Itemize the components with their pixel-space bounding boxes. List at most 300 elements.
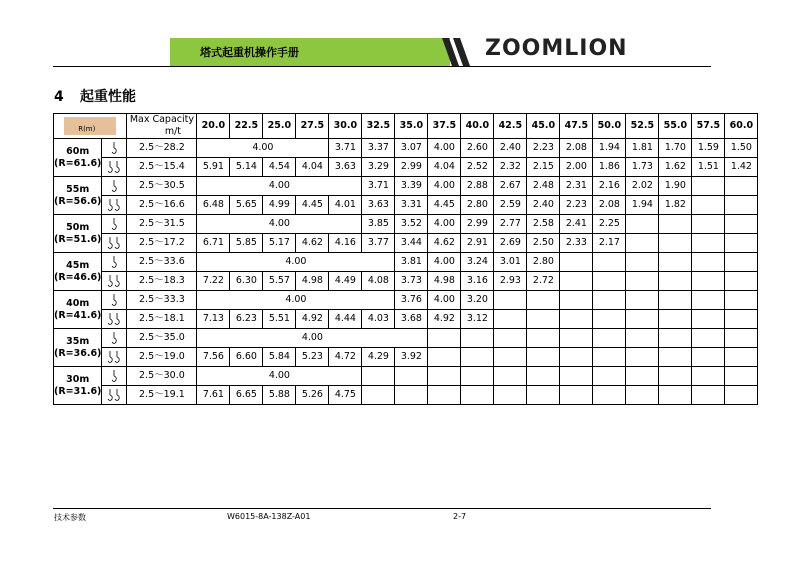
capacity-cell: 7.56 xyxy=(197,348,230,367)
capacity-cell: 2.69 xyxy=(494,234,527,253)
single-fall-hook-icon xyxy=(109,180,119,193)
empty-cell xyxy=(395,367,428,386)
boom-radius: (R=61.6) xyxy=(54,157,102,169)
empty-cell xyxy=(494,386,527,405)
footer-page-number: 2-7 xyxy=(453,512,467,521)
load-capacity-table xyxy=(53,113,758,405)
empty-cell xyxy=(560,272,593,291)
working-range-cell: 2.5～33.6 xyxy=(127,253,197,272)
capacity-cell: 6.65 xyxy=(230,386,263,405)
empty-cell xyxy=(428,367,461,386)
capacity-cell: 3.29 xyxy=(362,158,395,177)
radius-header-cell: 57.5 xyxy=(692,114,725,139)
capacity-cell: 4.54 xyxy=(263,158,296,177)
working-range-cell: 2.5～30.0 xyxy=(127,367,197,386)
capacity-cell: 4.01 xyxy=(329,196,362,215)
section-title: 起重性能 xyxy=(80,89,136,105)
capacity-cell: 3.81 xyxy=(395,253,428,272)
working-range-cell: 2.5～16.6 xyxy=(127,196,197,215)
boom-radius: (R=56.6) xyxy=(54,195,102,207)
capacity-cell: 2.32 xyxy=(494,158,527,177)
capacity-cell: 2.93 xyxy=(494,272,527,291)
boom-radius: (R=51.6) xyxy=(54,233,102,245)
capacity-cell: 4.00 xyxy=(428,253,461,272)
capacity-cell: 1.90 xyxy=(659,177,692,196)
capacity-cell: 4.62 xyxy=(428,234,461,253)
radius-header-cell: 47.5 xyxy=(560,114,593,139)
empty-cell xyxy=(560,253,593,272)
capacity-cell: 4.00 xyxy=(428,291,461,310)
empty-cell xyxy=(692,272,725,291)
empty-cell xyxy=(527,386,560,405)
capacity-cell: 1.51 xyxy=(692,158,725,177)
capacity-cell: 5.57 xyxy=(263,272,296,291)
merged-capacity-cell: 4.00 xyxy=(197,139,329,158)
empty-cell xyxy=(362,367,395,386)
empty-cell xyxy=(692,348,725,367)
empty-cell xyxy=(725,253,758,272)
hook-cell xyxy=(102,386,127,405)
capacity-cell: 1.86 xyxy=(593,158,626,177)
boom-length-cell xyxy=(54,291,102,329)
capacity-cell: 5.51 xyxy=(263,310,296,329)
capacity-cell: 3.16 xyxy=(461,272,494,291)
empty-cell xyxy=(692,386,725,405)
capacity-cell: 4.44 xyxy=(329,310,362,329)
manual-title: 塔式起重机操作手册 xyxy=(200,46,299,59)
capacity-cell: 4.98 xyxy=(428,272,461,291)
capacity-cell: 2.15 xyxy=(527,158,560,177)
capacity-cell: 2.33 xyxy=(560,234,593,253)
capacity-cell: 3.20 xyxy=(461,291,494,310)
capacity-cell: 6.60 xyxy=(230,348,263,367)
capacity-cell: 1.94 xyxy=(593,139,626,158)
table-row xyxy=(54,158,758,177)
empty-cell xyxy=(560,310,593,329)
table-row xyxy=(54,196,758,215)
capacity-cell: 5.14 xyxy=(230,158,263,177)
empty-cell xyxy=(593,272,626,291)
capacity-cell: 2.08 xyxy=(560,139,593,158)
radius-header-row xyxy=(54,114,758,139)
capacity-cell: 4.92 xyxy=(296,310,329,329)
empty-cell xyxy=(626,348,659,367)
capacity-cell: 7.61 xyxy=(197,386,230,405)
capacity-cell: 4.45 xyxy=(296,196,329,215)
capacity-cell: 2.99 xyxy=(395,158,428,177)
double-fall-hook-icon xyxy=(106,351,122,364)
capacity-cell: 3.92 xyxy=(395,348,428,367)
capacity-cell: 2.50 xyxy=(527,234,560,253)
max-capacity-label: Max Capacity xyxy=(129,114,194,125)
empty-cell xyxy=(659,272,692,291)
hook-cell xyxy=(102,196,127,215)
hook-cell xyxy=(102,348,127,367)
empty-cell xyxy=(461,348,494,367)
boom-length-cell xyxy=(54,139,102,177)
capacity-cell: 3.01 xyxy=(494,253,527,272)
single-fall-hook-icon xyxy=(109,142,119,155)
hook-cell xyxy=(102,234,127,253)
empty-cell xyxy=(725,348,758,367)
capacity-cell: 2.59 xyxy=(494,196,527,215)
capacity-cell: 4.04 xyxy=(428,158,461,177)
empty-cell xyxy=(494,329,527,348)
radius-header-cell: 45.0 xyxy=(527,114,560,139)
header-divider xyxy=(53,66,711,67)
hook-cell xyxy=(102,367,127,386)
capacity-cell: 6.30 xyxy=(230,272,263,291)
boom-radius: (R=46.6) xyxy=(54,271,102,283)
empty-cell xyxy=(725,310,758,329)
empty-cell xyxy=(725,329,758,348)
empty-cell xyxy=(494,291,527,310)
capacity-cell: 5.17 xyxy=(263,234,296,253)
capacity-cell: 3.77 xyxy=(362,234,395,253)
capacity-cell: 3.71 xyxy=(362,177,395,196)
empty-cell xyxy=(560,386,593,405)
empty-cell xyxy=(692,177,725,196)
capacity-cell: 2.23 xyxy=(527,139,560,158)
capacity-cell: 2.48 xyxy=(527,177,560,196)
single-fall-hook-icon xyxy=(109,294,119,307)
table-row xyxy=(54,291,758,310)
working-range-cell: 2.5～28.2 xyxy=(127,139,197,158)
capacity-cell: 2.99 xyxy=(461,215,494,234)
radius-header-cell: 50.0 xyxy=(593,114,626,139)
boom-length-cell xyxy=(54,329,102,367)
hook-cell xyxy=(102,291,127,310)
capacity-cell: 4.16 xyxy=(329,234,362,253)
capacity-cell: 4.04 xyxy=(296,158,329,177)
empty-cell xyxy=(725,367,758,386)
single-fall-hook-icon xyxy=(109,218,119,231)
empty-cell xyxy=(659,348,692,367)
boom-length-cell xyxy=(54,367,102,405)
footer-doc-code: W6015-8A-138Z-A01 xyxy=(227,512,311,521)
footer-divider xyxy=(53,508,711,509)
empty-cell xyxy=(560,348,593,367)
empty-cell xyxy=(692,196,725,215)
capacity-cell: 5.84 xyxy=(263,348,296,367)
working-range-cell: 2.5～18.3 xyxy=(127,272,197,291)
capacity-cell: 5.88 xyxy=(263,386,296,405)
capacity-cell: 4.00 xyxy=(428,177,461,196)
empty-cell xyxy=(494,310,527,329)
radius-header-cell: 20.0 xyxy=(197,114,230,139)
empty-cell xyxy=(692,310,725,329)
footer-section-label: 技术参数 xyxy=(54,513,86,522)
merged-capacity-cell: 4.00 xyxy=(197,215,362,234)
double-fall-hook-icon xyxy=(106,161,122,174)
empty-cell xyxy=(527,348,560,367)
empty-cell xyxy=(593,386,626,405)
empty-cell xyxy=(593,310,626,329)
working-range-cell: 2.5～35.0 xyxy=(127,329,197,348)
jib-diagram-icon xyxy=(64,117,116,135)
logo-stripes-icon xyxy=(440,38,480,66)
boom-length: 35m xyxy=(66,335,90,347)
capacity-cell: 3.31 xyxy=(395,196,428,215)
capacity-cell: 4.00 xyxy=(428,139,461,158)
capacity-cell: 3.12 xyxy=(461,310,494,329)
capacity-cell: 6.48 xyxy=(197,196,230,215)
hook-cell xyxy=(102,215,127,234)
empty-cell xyxy=(527,367,560,386)
merged-capacity-cell: 4.00 xyxy=(197,367,362,386)
empty-cell xyxy=(659,234,692,253)
capacity-cell: 2.77 xyxy=(494,215,527,234)
capacity-cell: 3.73 xyxy=(395,272,428,291)
capacity-cell: 5.23 xyxy=(296,348,329,367)
capacity-cell: 4.62 xyxy=(296,234,329,253)
capacity-cell: 3.37 xyxy=(362,139,395,158)
capacity-cell: 4.72 xyxy=(329,348,362,367)
empty-cell xyxy=(626,386,659,405)
empty-cell xyxy=(428,386,461,405)
empty-cell xyxy=(626,329,659,348)
capacity-cell: 4.99 xyxy=(263,196,296,215)
radius-header-cell: 55.0 xyxy=(659,114,692,139)
capacity-cell: 3.68 xyxy=(395,310,428,329)
empty-cell xyxy=(626,272,659,291)
capacity-cell: 2.23 xyxy=(560,196,593,215)
empty-cell xyxy=(626,367,659,386)
empty-cell xyxy=(692,234,725,253)
capacity-cell: 4.03 xyxy=(362,310,395,329)
empty-cell xyxy=(692,253,725,272)
boom-length-cell xyxy=(54,253,102,291)
capacity-cell: 5.91 xyxy=(197,158,230,177)
working-range-cell: 2.5～33.3 xyxy=(127,291,197,310)
boom-length-cell xyxy=(54,215,102,253)
capacity-cell: 2.02 xyxy=(626,177,659,196)
radius-header-cell: 52.5 xyxy=(626,114,659,139)
capacity-cell: 3.63 xyxy=(362,196,395,215)
hook-cell xyxy=(102,177,127,196)
empty-cell xyxy=(494,367,527,386)
empty-cell xyxy=(593,329,626,348)
empty-cell xyxy=(659,253,692,272)
radius-header-cell: 42.5 xyxy=(494,114,527,139)
empty-cell xyxy=(626,215,659,234)
empty-cell xyxy=(593,253,626,272)
capacity-cell: 5.85 xyxy=(230,234,263,253)
table-row xyxy=(54,367,758,386)
merged-capacity-cell: 4.00 xyxy=(197,329,428,348)
capacity-cell: 3.71 xyxy=(329,139,362,158)
capacity-cell: 5.65 xyxy=(230,196,263,215)
empty-cell xyxy=(659,291,692,310)
boom-length-cell xyxy=(54,177,102,215)
capacity-cell: 4.29 xyxy=(362,348,395,367)
boom-length: 55m xyxy=(66,183,90,195)
capacity-cell: 4.08 xyxy=(362,272,395,291)
boom-length: 45m xyxy=(66,259,90,271)
capacity-cell: 3.07 xyxy=(395,139,428,158)
table-row xyxy=(54,386,758,405)
table-row xyxy=(54,139,758,158)
capacity-cell: 2.88 xyxy=(461,177,494,196)
capacity-cell: 3.85 xyxy=(362,215,395,234)
capacity-cell: 2.58 xyxy=(527,215,560,234)
capacity-cell: 3.76 xyxy=(395,291,428,310)
empty-cell xyxy=(692,215,725,234)
empty-cell xyxy=(428,329,461,348)
empty-cell xyxy=(461,367,494,386)
capacity-cell: 2.67 xyxy=(494,177,527,196)
working-range-cell: 2.5～15.4 xyxy=(127,158,197,177)
radius-header-cell: 25.0 xyxy=(263,114,296,139)
capacity-cell: 3.52 xyxy=(395,215,428,234)
section-heading xyxy=(54,86,136,106)
merged-capacity-cell: 4.00 xyxy=(197,177,362,196)
radius-corner-label: R(m) xyxy=(78,125,96,133)
single-fall-hook-icon xyxy=(109,332,119,345)
working-range-cell: 2.5～19.0 xyxy=(127,348,197,367)
empty-cell xyxy=(560,291,593,310)
capacity-cell: 2.80 xyxy=(461,196,494,215)
empty-cell xyxy=(626,310,659,329)
capacity-cell: 1.82 xyxy=(659,196,692,215)
unit-label: m/t xyxy=(164,126,181,137)
radius-header-cell: 37.5 xyxy=(428,114,461,139)
empty-cell xyxy=(692,329,725,348)
capacity-cell: 1.62 xyxy=(659,158,692,177)
boom-length: 50m xyxy=(66,221,90,233)
empty-cell xyxy=(725,196,758,215)
table-row xyxy=(54,234,758,253)
table-row xyxy=(54,272,758,291)
capacity-cell: 2.41 xyxy=(560,215,593,234)
boom-length: 40m xyxy=(66,297,90,309)
boom-radius: (R=31.6) xyxy=(54,385,102,397)
capacity-cell: 7.13 xyxy=(197,310,230,329)
capacity-cell: 2.17 xyxy=(593,234,626,253)
empty-cell xyxy=(659,310,692,329)
empty-cell xyxy=(626,291,659,310)
single-fall-hook-icon xyxy=(109,256,119,269)
capacity-cell: 1.42 xyxy=(725,158,758,177)
empty-cell xyxy=(725,272,758,291)
capacity-cell: 2.91 xyxy=(461,234,494,253)
max-capacity-header xyxy=(127,114,197,139)
empty-cell xyxy=(626,234,659,253)
empty-cell xyxy=(725,177,758,196)
double-fall-hook-icon xyxy=(106,389,122,402)
table-row xyxy=(54,253,758,272)
merged-capacity-cell: 4.00 xyxy=(197,291,395,310)
radius-header-cell: 32.5 xyxy=(362,114,395,139)
capacity-cell: 3.44 xyxy=(395,234,428,253)
empty-cell xyxy=(725,386,758,405)
empty-cell xyxy=(725,234,758,253)
hook-cell xyxy=(102,253,127,272)
empty-cell xyxy=(626,253,659,272)
empty-cell xyxy=(461,386,494,405)
capacity-cell: 2.40 xyxy=(494,139,527,158)
capacity-cell: 6.23 xyxy=(230,310,263,329)
capacity-cell: 2.08 xyxy=(593,196,626,215)
empty-cell xyxy=(494,348,527,367)
capacity-cell: 1.50 xyxy=(725,139,758,158)
working-range-cell: 2.5～18.1 xyxy=(127,310,197,329)
capacity-cell: 6.71 xyxy=(197,234,230,253)
empty-cell xyxy=(560,367,593,386)
radius-corner-cell xyxy=(54,114,127,139)
empty-cell xyxy=(560,329,593,348)
capacity-cell: 1.59 xyxy=(692,139,725,158)
capacity-cell: 2.40 xyxy=(527,196,560,215)
working-range-cell: 2.5～17.2 xyxy=(127,234,197,253)
hook-cell xyxy=(102,139,127,158)
radius-header-cell: 40.0 xyxy=(461,114,494,139)
double-fall-hook-icon xyxy=(106,313,122,326)
empty-cell xyxy=(692,291,725,310)
empty-cell xyxy=(593,367,626,386)
working-range-cell: 2.5～19.1 xyxy=(127,386,197,405)
empty-cell xyxy=(593,348,626,367)
empty-cell xyxy=(659,386,692,405)
capacity-cell: 1.73 xyxy=(626,158,659,177)
brand-logo: ZOOMLION xyxy=(485,36,628,61)
capacity-cell: 2.72 xyxy=(527,272,560,291)
empty-cell xyxy=(593,291,626,310)
empty-cell xyxy=(362,386,395,405)
capacity-cell: 1.81 xyxy=(626,139,659,158)
section-number: 4 xyxy=(54,89,64,105)
empty-cell xyxy=(527,310,560,329)
capacity-cell: 7.22 xyxy=(197,272,230,291)
double-fall-hook-icon xyxy=(106,237,122,250)
capacity-cell: 1.94 xyxy=(626,196,659,215)
empty-cell xyxy=(395,386,428,405)
capacity-cell: 3.24 xyxy=(461,253,494,272)
hook-cell xyxy=(102,329,127,348)
boom-length: 60m xyxy=(66,145,90,157)
capacity-cell: 1.70 xyxy=(659,139,692,158)
table-row xyxy=(54,215,758,234)
capacity-cell: 4.49 xyxy=(329,272,362,291)
empty-cell xyxy=(725,215,758,234)
radius-header-cell: 30.0 xyxy=(329,114,362,139)
capacity-cell: 3.63 xyxy=(329,158,362,177)
working-range-cell: 2.5～31.5 xyxy=(127,215,197,234)
capacity-cell: 4.75 xyxy=(329,386,362,405)
empty-cell xyxy=(725,291,758,310)
table-row xyxy=(54,177,758,196)
radius-header-cell: 60.0 xyxy=(725,114,758,139)
table-row xyxy=(54,348,758,367)
double-fall-hook-icon xyxy=(106,199,122,212)
capacity-cell: 4.45 xyxy=(428,196,461,215)
empty-cell xyxy=(659,215,692,234)
empty-cell xyxy=(428,348,461,367)
hook-cell xyxy=(102,272,127,291)
table-row xyxy=(54,329,758,348)
capacity-cell: 5.26 xyxy=(296,386,329,405)
capacity-cell: 2.52 xyxy=(461,158,494,177)
double-fall-hook-icon xyxy=(106,275,122,288)
hook-cell xyxy=(102,310,127,329)
boom-length: 30m xyxy=(66,373,90,385)
working-range-cell: 2.5～30.5 xyxy=(127,177,197,196)
radius-header-cell: 35.0 xyxy=(395,114,428,139)
radius-header-cell: 27.5 xyxy=(296,114,329,139)
empty-cell xyxy=(659,367,692,386)
capacity-cell: 2.00 xyxy=(560,158,593,177)
boom-radius: (R=36.6) xyxy=(54,347,102,359)
